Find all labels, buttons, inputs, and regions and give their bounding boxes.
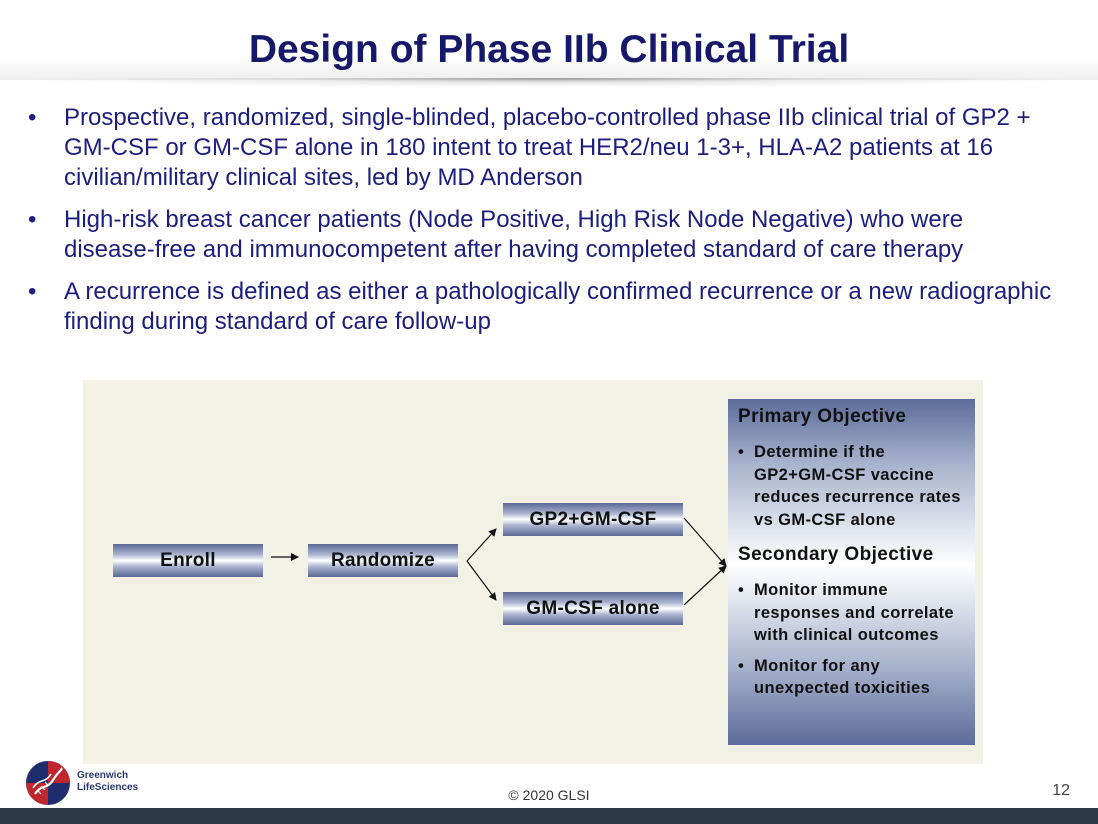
secondary-objective-item bbox=[738, 579, 967, 647]
bullet-dot: • bbox=[738, 656, 745, 675]
logo-line-2: LifeSciences bbox=[77, 782, 139, 793]
secondary-objective-item bbox=[738, 655, 967, 700]
copyright: © 2020 GLSI bbox=[508, 787, 590, 803]
bullet-text: A recurrence is defined as either a pathologically confirmed recurrence or a new radiographic finding during standard of care follow-up bbox=[64, 278, 1052, 335]
objectives-box bbox=[728, 399, 975, 745]
bullet-text: Prospective, randomized, single-blinded, placebo-controlled phase IIb clinical trial of GP2 + GM-CSF or GM-CSF alone in 180 intent to treat HER2/neu 1-3+, HLA-A2 patients at 16 civilian/military clinical sites, led by MD Anderson bbox=[64, 104, 1031, 191]
arrow-arm1-objectives bbox=[684, 518, 726, 566]
primary-objective-heading: Primary Objective bbox=[738, 406, 907, 427]
primary-objective-item bbox=[738, 441, 967, 531]
primary-objective-list bbox=[738, 441, 967, 531]
primary-objective-text: Determine if the GP2+GM-CSF vaccine reduces recurrence rates vs GM-CSF alone bbox=[754, 443, 961, 529]
secondary-objective-text: Monitor for any unexpected toxicities bbox=[754, 656, 931, 697]
arm2-box: GM-CSF alone bbox=[503, 592, 683, 625]
randomize-box: Randomize bbox=[308, 544, 458, 577]
slide-title: Design of Phase IIb Clinical Trial bbox=[248, 28, 850, 71]
secondary-objective-list bbox=[738, 579, 967, 700]
arrow-arm2-objectives bbox=[684, 566, 726, 605]
bullet-dot: • bbox=[738, 581, 745, 599]
logo-line-1: Greenwich bbox=[77, 770, 129, 781]
bullet-dot: • bbox=[28, 104, 37, 131]
bullet-dot: • bbox=[28, 278, 37, 305]
secondary-objective-text: Monitor immune responses and correlate with clinical outcomes bbox=[754, 581, 954, 644]
arrow-randomize-arm1 bbox=[467, 529, 496, 561]
arm1-box: GP2+GM-CSF bbox=[503, 503, 683, 536]
page-number: 12 bbox=[1052, 782, 1070, 799]
enroll-box: Enroll bbox=[113, 544, 263, 577]
bottom-bar bbox=[0, 808, 1098, 824]
bullet-dot: • bbox=[738, 443, 745, 461]
bullet-dot: • bbox=[28, 206, 37, 233]
secondary-objective-heading: Secondary Objective bbox=[738, 544, 934, 565]
bullet-text: High-risk breast cancer patients (Node Positive, High Risk Node Negative) who were disease-free and immunocompetent after having completed standard of care therapy bbox=[64, 206, 964, 263]
arrow-randomize-arm2 bbox=[467, 561, 496, 600]
